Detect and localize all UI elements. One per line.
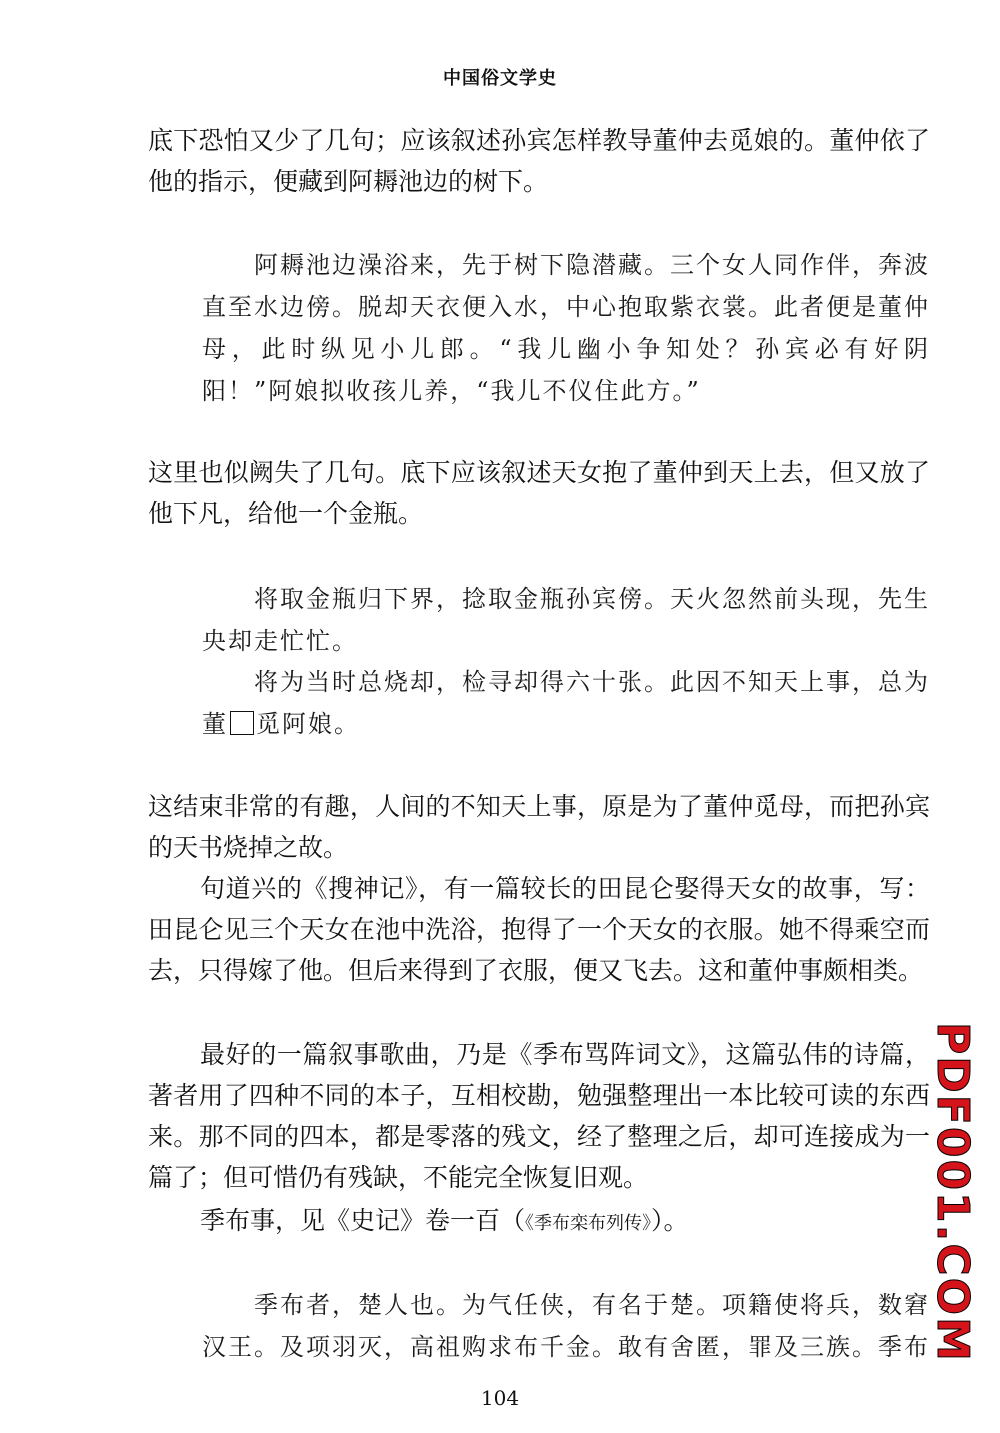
paragraph-text: 季布事，见《史记》卷一百（ [200,1206,526,1235]
paragraph: 最好的一篇叙事歌曲，乃是《季布骂阵词文》，这篇弘伟的诗篇，著者用了四种不同的本子，互相校勘，勉强整理出一本比较可读的东西来。那不同的四本，都是零落的残文，经了整理之后，却可连接成为一篇了；但可惜仍有残缺，不能完全恢复旧观。 [148,1040,930,1192]
paragraph [148,1200,930,1244]
page-number: 104 [480,1386,520,1410]
quoted-verse: 季布者，楚人也。为气任侠，有名于楚。项籍使将兵，数窘汉王。及项羽灭，高祖购求布千金。敢有舍匿，罪及三族。季布 [202,1291,930,1361]
quoted-verse: 将取金瓶归下界，捻取金瓶孙宾傍。天火忽然前头现，先生央却走忙忙。 [202,585,930,655]
missing-character-box [230,711,254,735]
verse-text: 将为当时总烧却，检寻却得六十张。此因不知天上事，总为董 [202,668,930,738]
watermark: PDF001.COM [927,1022,978,1363]
paragraph-text: ）。 [651,1206,689,1235]
paragraph: 底下恐怕又少了几句；应该叙述孙宾怎样教导董仲去觅娘的。董仲依了他的指示，便藏到阿耨池边的树下。 [148,126,930,196]
quoted-verse: 阿耨池边澡浴来，先于树下隐潜藏。三个女人同作伴，奔波直至水边傍。脱却天衣便入水，中心抱取紫衣裳。此者便是董仲母，此时纵见小儿郎。“我儿幽小争知处？孙宾必有好阴阳！”阿娘拟收孩儿养，“我儿不仪住此方。” [202,251,930,405]
paragraph: 这里也似阙失了几句。底下应该叙述天女抱了董仲到天上去，但又放了他下凡，给他一个金瓶。 [148,458,930,528]
running-head: 中国俗文学史 [443,68,557,89]
verse-text: 觅阿娘。 [256,710,360,738]
paragraph: 句道兴的《搜神记》，有一篇较长的田昆仑娶得天女的故事，写：田昆仑见三个天女在池中洗浴，抱得了一个天女的衣服。她不得乘空而去，只得嫁了他。但后来得到了衣服，便又飞去。这和董仲事颇相类。 [148,874,930,985]
paragraph: 这结束非常的有趣，人间的不知天上事，原是为了董仲觅母，而把孙宾的天书烧掉之故。 [148,792,930,862]
citation-note: 《季布栾布列传》 [525,1213,652,1234]
quoted-verse [202,661,930,745]
